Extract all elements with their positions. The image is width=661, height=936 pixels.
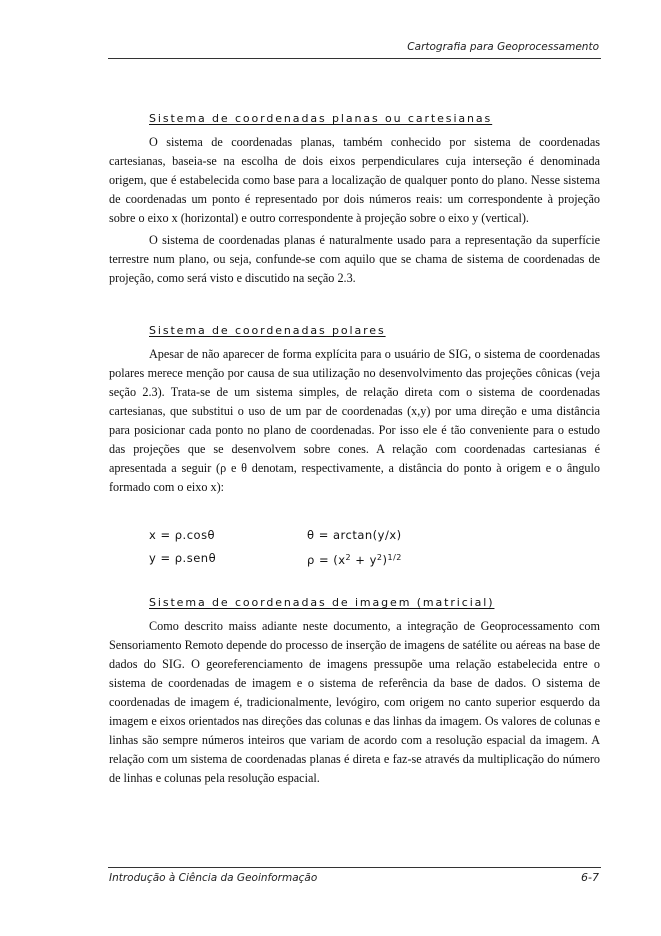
footer-rule (108, 867, 601, 868)
formula-x: x = ρ.cosθ (149, 528, 216, 542)
formula-row (149, 524, 600, 547)
paragraph: Como descrito maiss adiante neste documento, a integração de Geoprocessamento com Sensoriamento Remoto depende do processo de inserção de imagens de satélite ou aéreas na base de dados do SIG. O georeferenciamento de imagens pressupõe uma relação estabelecida entre o sistema de coordenadas de imagem e o sistema de referência da base de dados. O sistema de coordenadas de imagem é, tradicionalmente, levógiro, com origem no canto superior esquerdo da imagem e eixos orientados nas direções das colunas e das linhas da imagem. Os valores de colunas e linhas são sempre números inteiros que variam de acordo com a resolução espacial da imagem. A relação com um sistema de coordenadas planas é direta e faz-se através da multiplicação do número de linhas e colunas pela resolução espacial. (109, 619, 600, 785)
formula-theta: θ = arctan(y/x) (307, 528, 402, 542)
section-title-cartesian: Sistema de coordenadas planas ou cartesianas (149, 112, 493, 125)
section-title-polar: Sistema de coordenadas polares (149, 324, 386, 337)
section-polar (109, 322, 600, 570)
spacer (109, 291, 600, 322)
formula-row (149, 547, 600, 570)
spacer (109, 500, 600, 524)
formula-block (109, 524, 600, 570)
running-header: Cartografia para Geoprocessamento (407, 41, 599, 53)
section-image (109, 594, 600, 788)
header-rule (108, 58, 601, 59)
page-body (109, 110, 600, 791)
formula-y: y = ρ.senθ (149, 551, 217, 565)
paragraph: O sistema de coordenadas planas é naturalmente usado para a representação da superfície terrestre num plano, ou seja, confunde-se com aquilo que se chama de sistema de coordenadas de projeção, como será visto e discutido na seção 2.3. (109, 233, 600, 285)
formula-rho: $\rho = (x^2 + y^2)^{1/2}$ (307, 552, 402, 567)
section-title-image: Sistema de coordenadas de imagem (matricial) (149, 596, 495, 609)
spacer (109, 570, 600, 594)
paragraph: Apesar de não aparecer de forma explícita para o usuário de SIG, o sistema de coordenadas polares merece menção por causa de sua utilização no desenvolvimento das projeções cônicas (veja seção 2.3). Trata-se de um sistema simples, de relação direta com o sistema de coordenadas cartesianas, que substitui o uso de um par de coordenadas (x,y) por uma direção e uma distância para posicionar cada ponto no plano de coordenadas. Por isso ele é tão conveniente para o estudo das projeções que se desenvolvem sobre cones. A relação com coordenadas cartesianas é apresentada a seguir (ρ e θ denotam, respectivamente, a distância do ponto à origem e o ângulo formado com o eixo x): (109, 347, 600, 494)
paragraph: O sistema de coordenadas planas, também conhecido por sistema de coordenadas cartesianas, baseia-se na escolha de dois eixos perpendiculares cuja interseção é denominada origem, que é estabelecida como base para a localização de qualquer ponto do plano. Nesse sistema de coordenadas um ponto é representado por dois números reais: um correspondente à projeção sobre o eixo x (horizontal) e outro correspondente à projeção sobre o eixo y (vertical). (109, 135, 600, 225)
running-footer: Introdução à Ciência da Geoinformação (109, 872, 318, 884)
page-number: 6-7 (581, 871, 599, 884)
section-cartesian (109, 110, 600, 288)
